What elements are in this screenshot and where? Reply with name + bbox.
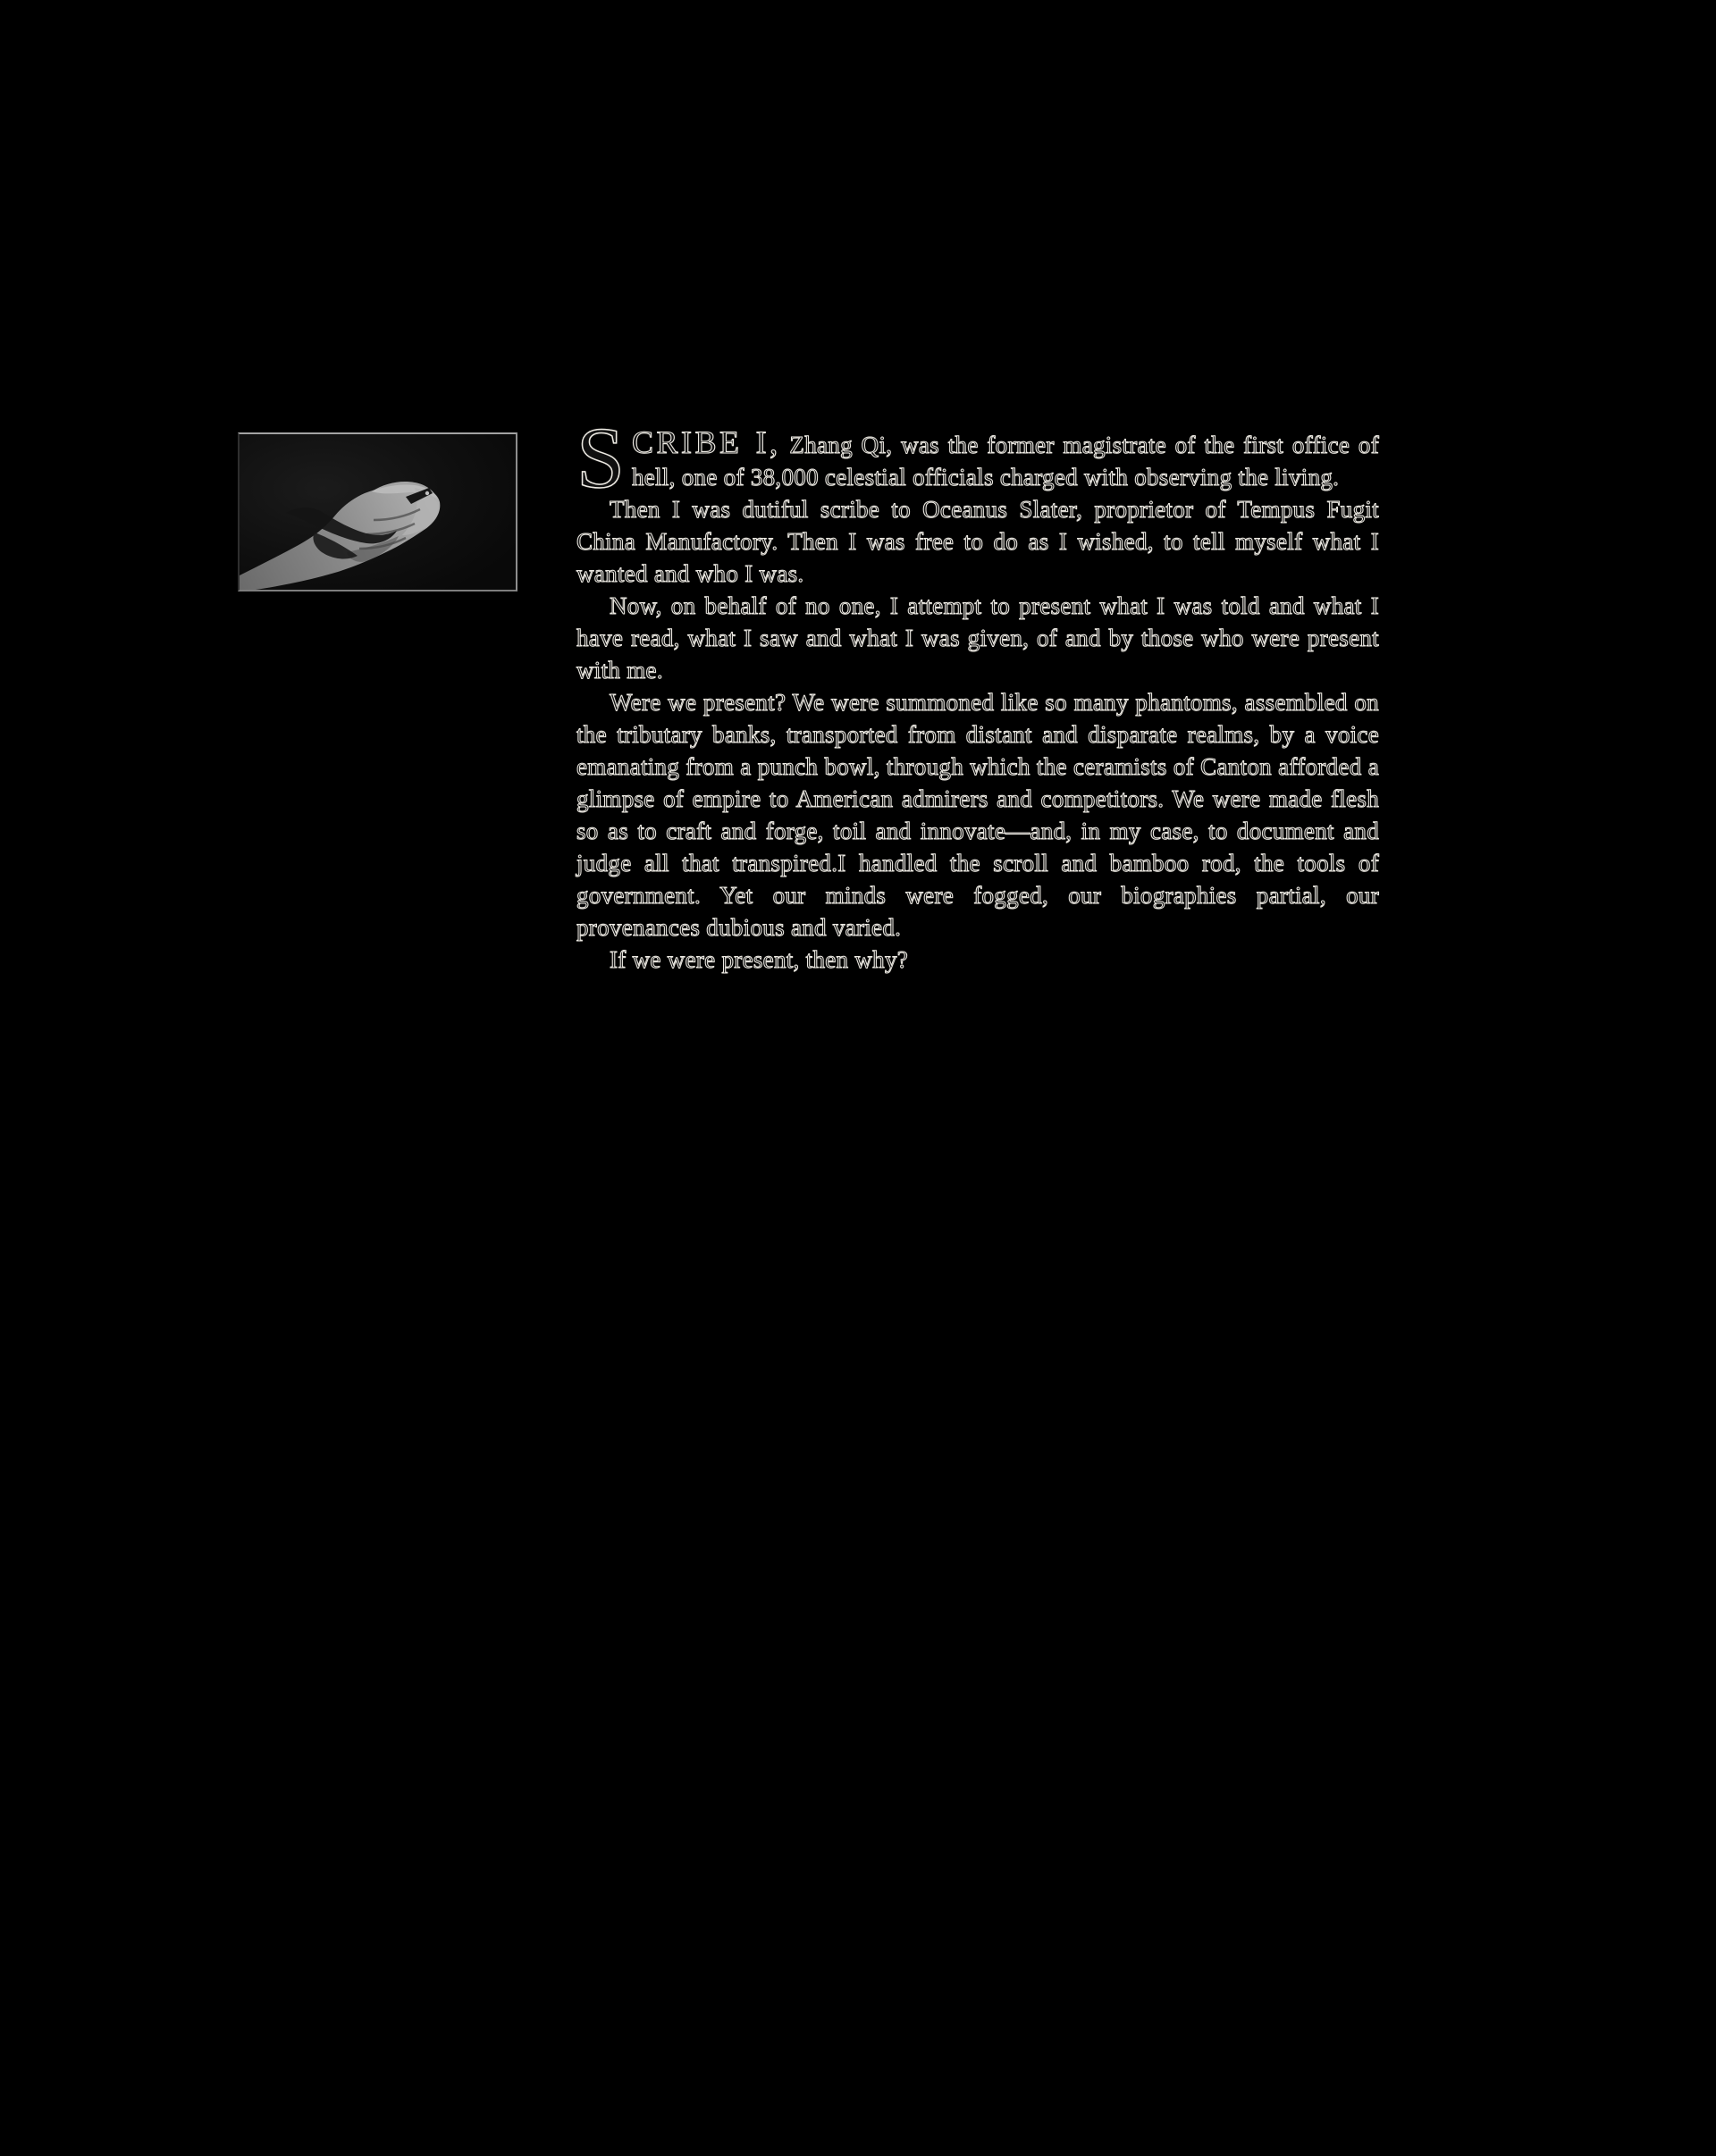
paragraph-1-text: Zhang Qi, was the former magistrate of the first office of hell, one of 38,000 celestial officials charged with observing the living.: [631, 432, 1379, 491]
paragraph-5: If we were present, then why?: [610, 946, 909, 973]
drop-cap-s: S: [576, 410, 625, 506]
paragraph-4: Were we present? We were summoned like so many phantoms, assembled on the tributary banks, transported from distant and disparate realms, by a voice emanating from a punch bowl, through which the ceramists of Canton afforded a glimpse of empire to American admirers and competitors. We were made flesh so as to craft and forge, toil and innovate—and, in my case, to document and judge all that transpired.I handled the scroll and bamboo rod, the tools of government. Yet our minds were fogged, our biographies partial, our provenances dubious and varied.: [576, 689, 1379, 941]
hand-photo: [238, 432, 517, 591]
tool-tip-highlight: [425, 491, 429, 495]
text-block: [576, 410, 1379, 976]
paragraph-1: [576, 410, 1379, 506]
lead-in-caps: CRIBE I,: [631, 424, 781, 460]
hand-photo-image: [240, 434, 516, 590]
paragraph-3: Now, on behalf of no one, I attempt to present what I was told and what I have read, what I saw and what I was given, of and by those who were present with me.: [576, 592, 1379, 684]
paragraph-2: Then I was dutiful scribe to Oceanus Slater, proprietor of Tempus Fugit China Manufactory. Then I was free to do as I wished, to tell myself what I wanted and who I was.: [576, 496, 1379, 587]
